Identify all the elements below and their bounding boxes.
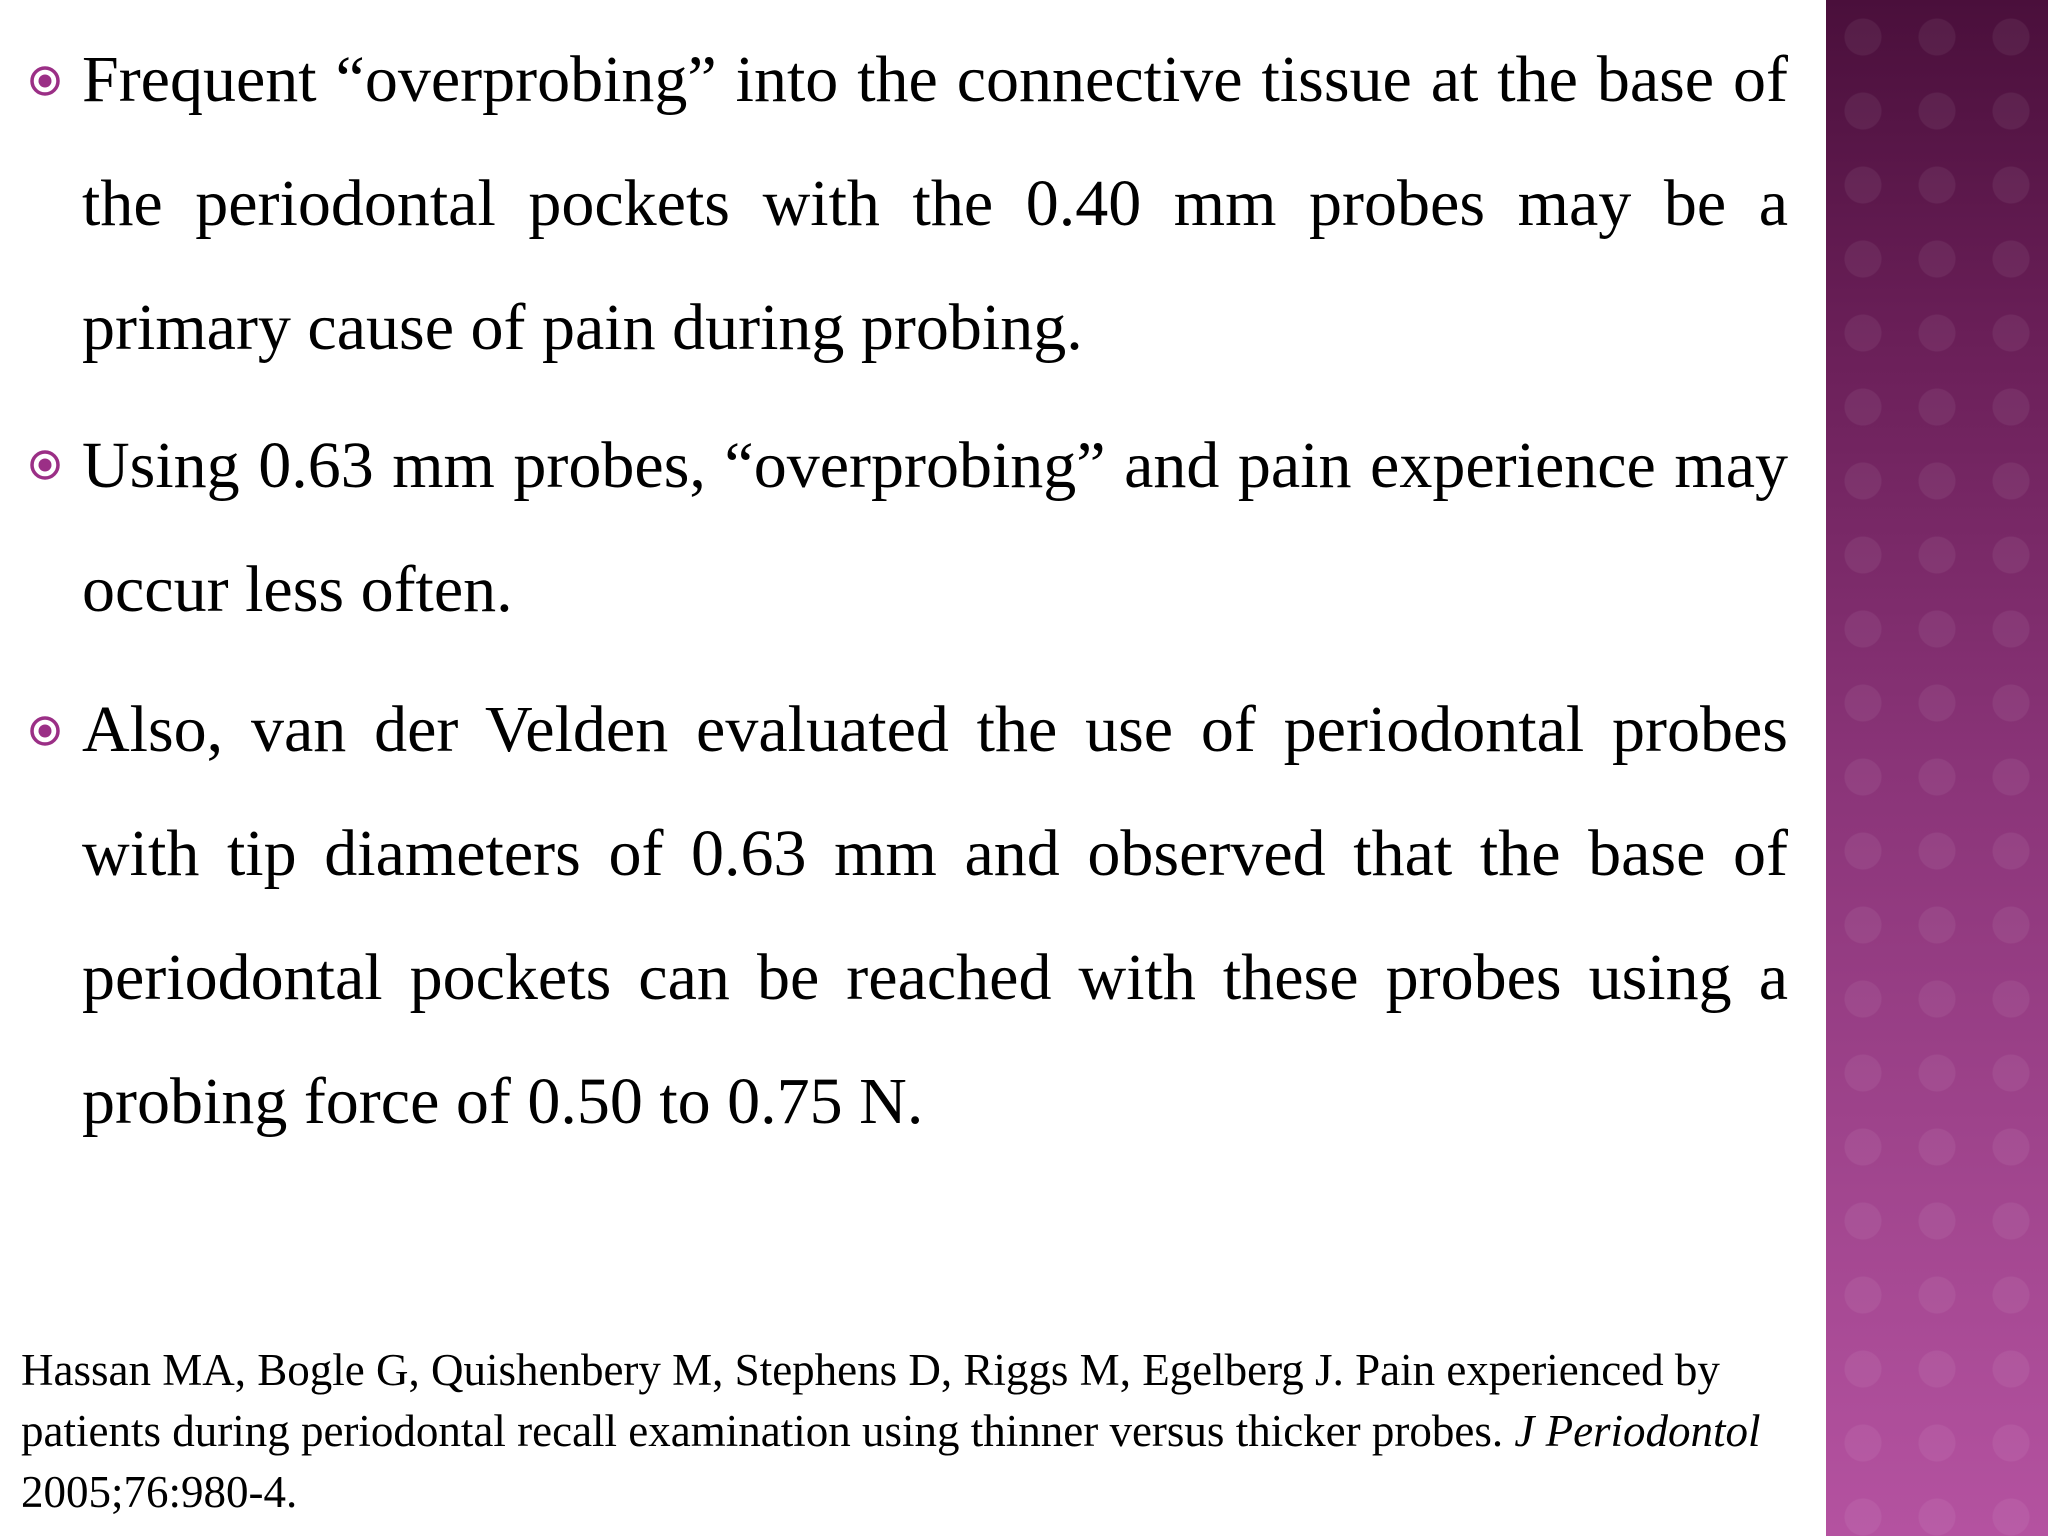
circled-dot-bullet-icon [28,714,62,748]
reference-journal: J Periodontol [1514,1406,1761,1456]
bullet-text-3: Also, van der Velden evaluated the use of periodontal probes with tip diameters of 0.63 mm and observed that the base of periodontal pockets can be reached with these probes using a probing force of 0.50 to 0.75 N. [82,693,1788,1138]
reference-citation [21,1340,1771,1523]
bullet-text-2: Using 0.63 mm probes, “overprobing” and pain experience may occur less often. [82,429,1788,626]
reference-volume-pages: 2005;76:980-4. [21,1467,298,1517]
sidebar-pattern [1826,0,2048,1536]
decorative-sidebar [1826,0,2048,1536]
bullet-text-1: Frequent “overprobing” into the connective tissue at the base of the periodontal pockets with the 0.40 mm probes may be a primary cause of pain during probing. [82,43,1788,364]
circled-dot-bullet-icon [28,448,62,482]
circled-dot-bullet-icon [28,64,62,98]
reference-authors-title: Hassan MA, Bogle G, Quishenbery M, Stephens D, Riggs M, Egelberg J. Pain experienced by patients during periodontal recall examination using thinner versus thicker probes. [21,1345,1720,1456]
